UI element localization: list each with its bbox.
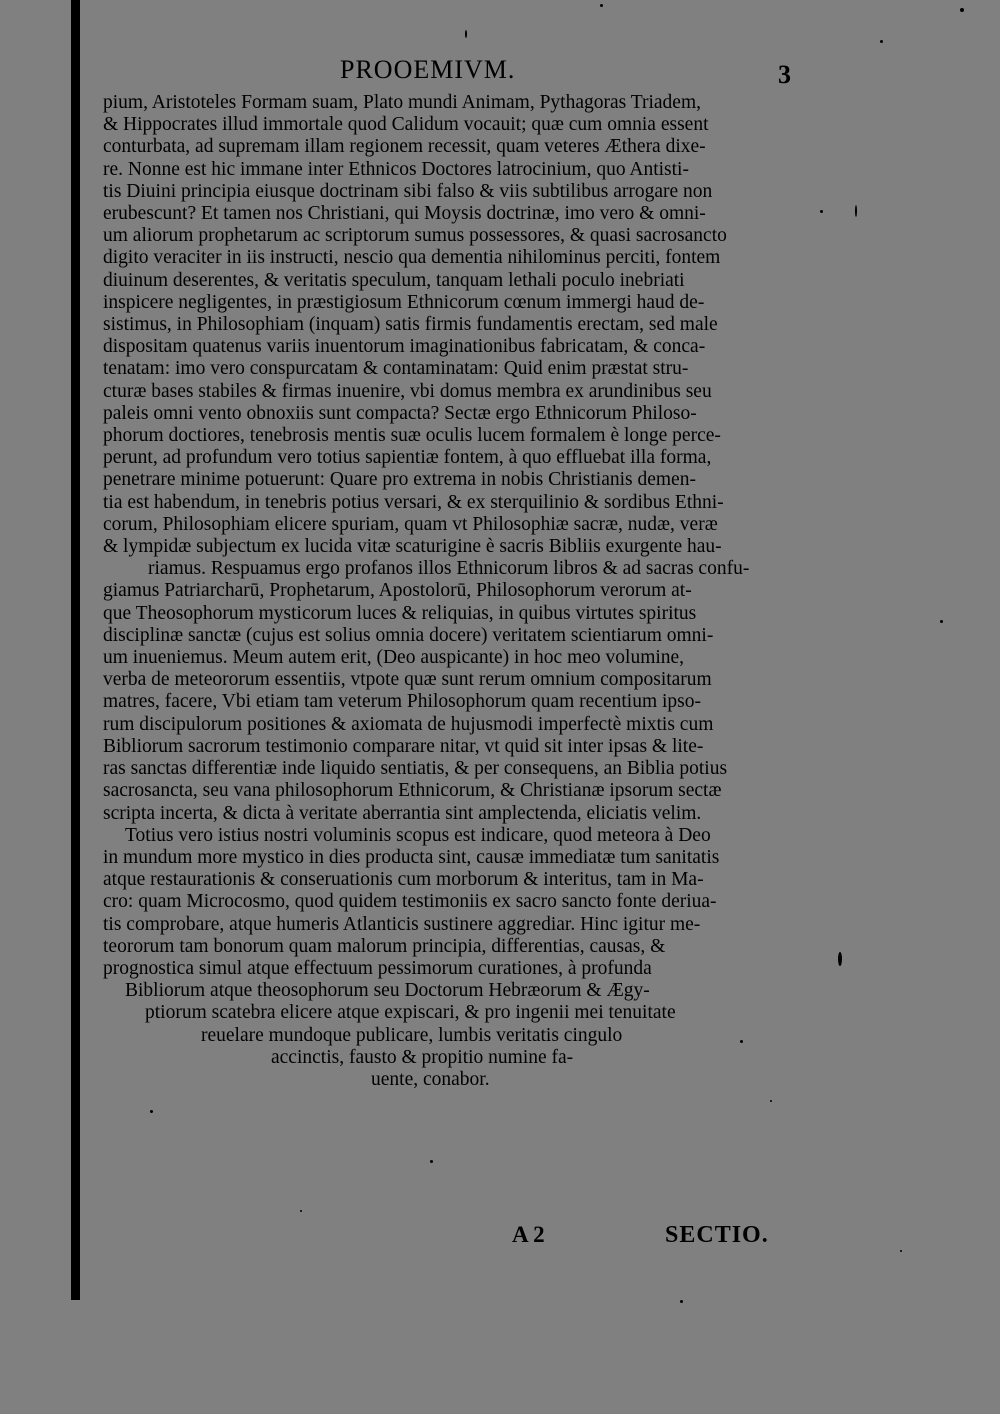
scan-speck	[820, 210, 823, 213]
text-line: digito veraciter in iis instructi, nescio qua dementia nihilominus perciti, fontem	[103, 247, 721, 269]
text-line: paleis omni vento obnoxiis sunt compacta? Sectæ ergo Ethnicorum Philoso-	[103, 402, 697, 424]
text-line: um inueniemus. Meum autem erit, (Deo auspicante) in hoc meo volumine,	[103, 647, 685, 669]
scan-speck	[300, 1210, 302, 1212]
text-line: ptiorum scatebra elicere atque expiscari, & pro ingenii mei tenuitate	[145, 1002, 676, 1024]
text-line: rum discipulorum positiones & axiomata de hujusmodi imperfectè mixtis cum	[103, 713, 714, 735]
scan-speck	[900, 1250, 902, 1252]
text-line: ras sanctas differentiæ inde liquido sentiatis, & per consequens, an Biblia potius	[103, 758, 728, 780]
text-line: tis Diuini principia eiusque doctrinam sibi falso & viis subtilibus arrogare non	[103, 180, 713, 202]
text-line: riamus. Respuamus ergo profanos illos Ethnicorum libros & ad sacras confu-	[148, 558, 750, 580]
scan-speck	[430, 1160, 433, 1163]
text-line: scripta incerta, & dicta à veritate aberrantia sint amplectenda, eliciatis velim.	[103, 802, 702, 824]
text-line: tenatam: imo vero conspurcatam & contaminatam: Quid enim præstat stru-	[103, 358, 689, 380]
scan-speck	[960, 8, 964, 12]
text-line: verba de meteororum essentiis, vtpote quæ sunt rerum omnium compositarum	[103, 669, 712, 691]
text-line: uente, conabor.	[371, 1068, 490, 1090]
text-line: & lympidæ subjectum ex lucida vitæ scaturigine è sacris Bibliis exurgente hau-	[103, 536, 722, 558]
scan-speck	[600, 4, 603, 7]
signature-mark: A 2	[512, 1222, 545, 1247]
running-head: PROOEMIVM.	[340, 55, 516, 84]
scan-speck	[680, 1300, 683, 1303]
text-line: giamus Patriarcharū, Prophetarum, Apostolorū, Philosophorum verorum at-	[103, 580, 692, 602]
text-line: in mundum more mystico in dies producta sint, causæ immediatæ tum sanitatis	[103, 846, 720, 868]
text-line: teororum tam bonorum quam malorum principia, differentias, causas, &	[103, 935, 666, 957]
text-line: penetrare minime potuerunt: Quare pro extrema in nobis Christianis demen-	[103, 469, 696, 491]
text-line: prognostica simul atque effectuum pessimorum curationes, à profunda	[103, 957, 652, 979]
text-line: disciplinæ sanctæ (cujus est solius omnia docere) veritatem scientiarum omni-	[103, 624, 714, 646]
text-line: sacrosancta, seu vana philosophorum Ethnicorum, & Christianæ ipsorum sectæ	[103, 780, 722, 802]
text-line: Totius vero istius nostri voluminis scopus est indicare, quod meteora à Deo	[125, 824, 711, 846]
text-line: corum, Philosophiam elicere spuriam, quam vt Philosophiæ sacræ, nudæ, veræ	[103, 513, 718, 535]
text-line: accinctis, fausto & propitio numine fa-	[271, 1046, 574, 1068]
text-line: conturbata, ad supremam illam regionem recessit, quam veteres Æthera dixe-	[103, 136, 706, 158]
text-line: cturæ bases stabiles & firmas inuenire, vbi domus membra ex arundinibus seu	[103, 380, 712, 402]
text-line: erubescunt? Et tamen nos Christiani, qui Moysis doctrinæ, imo vero & omni-	[103, 203, 706, 225]
scan-speck	[855, 205, 857, 217]
body-text	[103, 92, 793, 1091]
scan-speck	[465, 30, 467, 38]
text-line: um aliorum prophetarum ac scriptorum sumus possessores, & quasi sacrosancto	[103, 225, 727, 247]
scan-speck	[740, 1040, 743, 1043]
scan-speck	[838, 952, 842, 966]
text-line: diuinum deserentes, & veritatis speculum, tanquam lethali poculo inebriati	[103, 269, 685, 291]
text-line: pium, Aristoteles Formam suam, Plato mundi Animam, Pythagoras Triadem,	[103, 92, 701, 113]
text-line: re. Nonne est hic immane inter Ethnicos Doctores latrocinium, quo Antisti-	[103, 158, 689, 180]
text-line: atque restaurationis & conseruationis cum morborum & interitus, tam in Ma-	[103, 869, 704, 891]
page-number: 3	[778, 60, 791, 89]
text-line: reuelare mundoque publicare, lumbis veritatis cingulo	[201, 1024, 623, 1046]
text-line: dispositam quatenus variis inuentorum imaginationibus fabricatam, & conca-	[103, 336, 706, 358]
text-line: matres, facere, Vbi etiam tam veterum Philosophorum quam recentium ipso-	[103, 691, 702, 713]
catchword: SECTIO.	[665, 1222, 769, 1248]
scan-speck	[940, 620, 943, 623]
text-line: cro: quam Microcosmo, quod quidem testimoniis ex sacro sancto fonte deriua-	[103, 891, 717, 913]
text-line: Bibliorum atque theosophorum seu Doctorum Hebræorum & Ægy-	[125, 980, 650, 1002]
text-line: & Hippocrates illud immortale quod Calidum vocauit; quæ cum omnia essent	[103, 114, 709, 136]
binding-edge	[71, 0, 80, 1300]
scan-speck	[880, 40, 883, 43]
text-line: tis comprobare, atque humeris Atlanticis sustinere aggrediar. Hinc igitur me-	[103, 913, 701, 935]
scan-speck	[770, 1100, 772, 1102]
text-line: perunt, ad profundum vero totius sapientiæ fontem, à quo effluebat illa forma,	[103, 447, 712, 469]
scan-speck	[150, 1110, 153, 1113]
text-line: sistimus, in Philosophiam (inquam) satis firmis fundamentis erectam, sed male	[103, 314, 718, 336]
text-line: que Theosophorum mysticorum luces & reliquias, in quibus virtutes spiritus	[103, 602, 697, 624]
text-line: tia est habendum, in tenebris potius versari, & ex sterquilinio & sordibus Ethni-	[103, 491, 724, 513]
text-line: inspicere negligentes, in præstigiosum Ethnicorum cœnum immergi haud de-	[103, 291, 705, 313]
text-line: Bibliorum sacrorum testimonio comparare nitar, vt quid sit inter ipsas & lite-	[103, 735, 704, 757]
text-line: phorum doctiores, tenebrosis mentis suæ oculis lucem formalem è longe perce-	[103, 425, 721, 447]
